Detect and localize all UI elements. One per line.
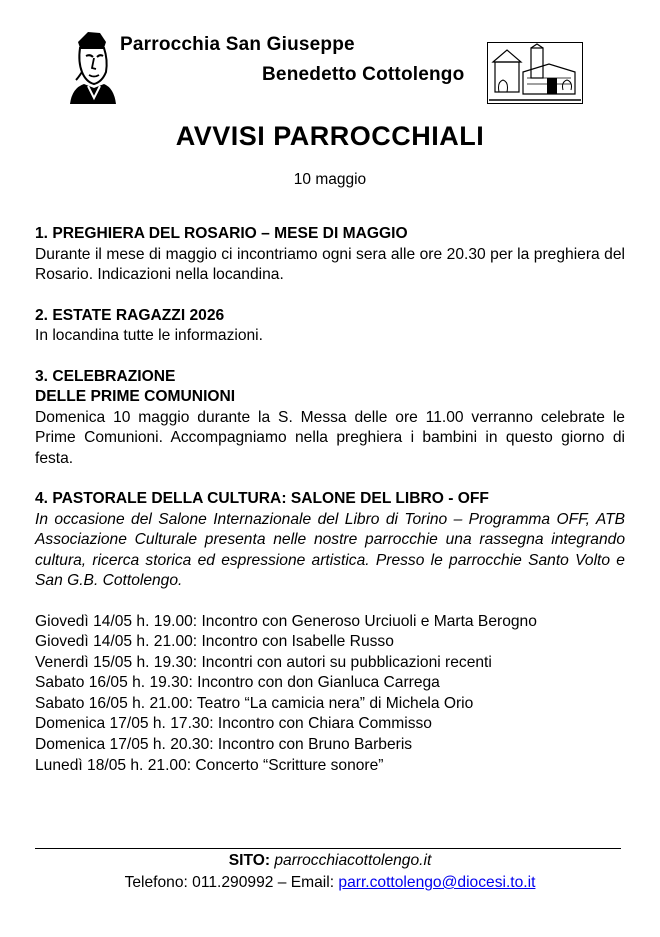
parish-name-line2: Benedetto Cottolengo bbox=[262, 64, 465, 85]
letterhead bbox=[0, 0, 660, 110]
footer-divider bbox=[35, 848, 621, 849]
event-item: Sabato 16/05 h. 21.00: Teatro “La camicia nera” di Michela Orio bbox=[35, 694, 474, 712]
section-body: In locandina tutte le informazioni. bbox=[35, 327, 263, 344]
saint-portrait-logo bbox=[66, 28, 116, 104]
section-heading: 4. PASTORALE DELLA CULTURA: SALONE DEL LIBRO - OFF bbox=[35, 490, 489, 507]
section-heading: 2. ESTATE RAGAZZI 2026 bbox=[35, 306, 225, 324]
notice-section-4 bbox=[35, 489, 625, 776]
footer-contacts bbox=[0, 874, 660, 892]
event-item: Sabato 16/05 h. 19.30: Incontro con don Gianluca Carrega bbox=[35, 674, 440, 692]
event-item: Lunedì 18/05 h. 21.00: Concerto “Scritture sonore” bbox=[35, 756, 384, 774]
page-title: AVVISI PARROCCHIALI bbox=[175, 121, 485, 151]
event-list bbox=[35, 612, 625, 777]
event-item: Giovedì 14/05 h. 21.00: Incontro con Isabelle Russo bbox=[35, 633, 394, 651]
event-item: Domenica 17/05 h. 20.30: Incontro con Bruno Barberis bbox=[35, 736, 413, 754]
parish-name-line1: Parrocchia San Giuseppe bbox=[120, 34, 355, 55]
notice-section-2 bbox=[35, 306, 625, 347]
notice-section-3 bbox=[35, 367, 625, 470]
section-heading: 1. PREGHIERA DEL ROSARIO – MESE DI MAGGIO bbox=[35, 225, 408, 242]
section-heading-line1: 3. CELEBRAZIONE bbox=[35, 367, 176, 385]
section-intro: In occasione del Salone Internazionale del Libro di Torino – Programma OFF, ATB Associazione Culturale presenta nelle nostre parrocchie una rassegna integrando cultura, ricerca storica ed espressione artistica. Presso le parrocchie Santo Volto e San G.B. Cottolengo. bbox=[35, 510, 625, 589]
notice-section-1 bbox=[35, 224, 625, 286]
footer-site bbox=[0, 852, 660, 870]
event-item: Domenica 17/05 h. 17.30: Incontro con Chiara Commisso bbox=[35, 715, 432, 733]
event-item: Venerdì 15/05 h. 19.30: Incontri con autori su pubblicazioni recenti bbox=[35, 653, 492, 671]
section-body: Domenica 10 maggio durante la S. Messa delle ore 11.00 verranno celebrate le Prime Comunioni. Accompagniamo nella preghiera i bambini in questo giorno di festa. bbox=[35, 408, 625, 467]
church-drawing bbox=[487, 42, 583, 104]
phone-text: Telefono: 011.290992 – Email: bbox=[124, 874, 335, 891]
site-url: parrocchiacottolengo.it bbox=[274, 852, 432, 869]
site-label: SITO: bbox=[228, 852, 271, 869]
email-link[interactable]: parr.cottolengo@diocesi.to.it bbox=[338, 874, 536, 891]
event-item: Giovedì 14/05 h. 19.00: Incontro con Generoso Urciuoli e Marta Berogno bbox=[35, 612, 537, 630]
notice-date: 10 maggio bbox=[293, 171, 367, 188]
section-heading-line2: DELLE PRIME COMUNIONI bbox=[35, 388, 236, 405]
section-heading bbox=[35, 367, 625, 408]
notices-content bbox=[35, 224, 625, 796]
section-body: Durante il mese di maggio ci incontriamo ogni sera alle ore 20.30 per la preghiera del Rosario. Indicazioni nella locandina. bbox=[35, 245, 625, 283]
